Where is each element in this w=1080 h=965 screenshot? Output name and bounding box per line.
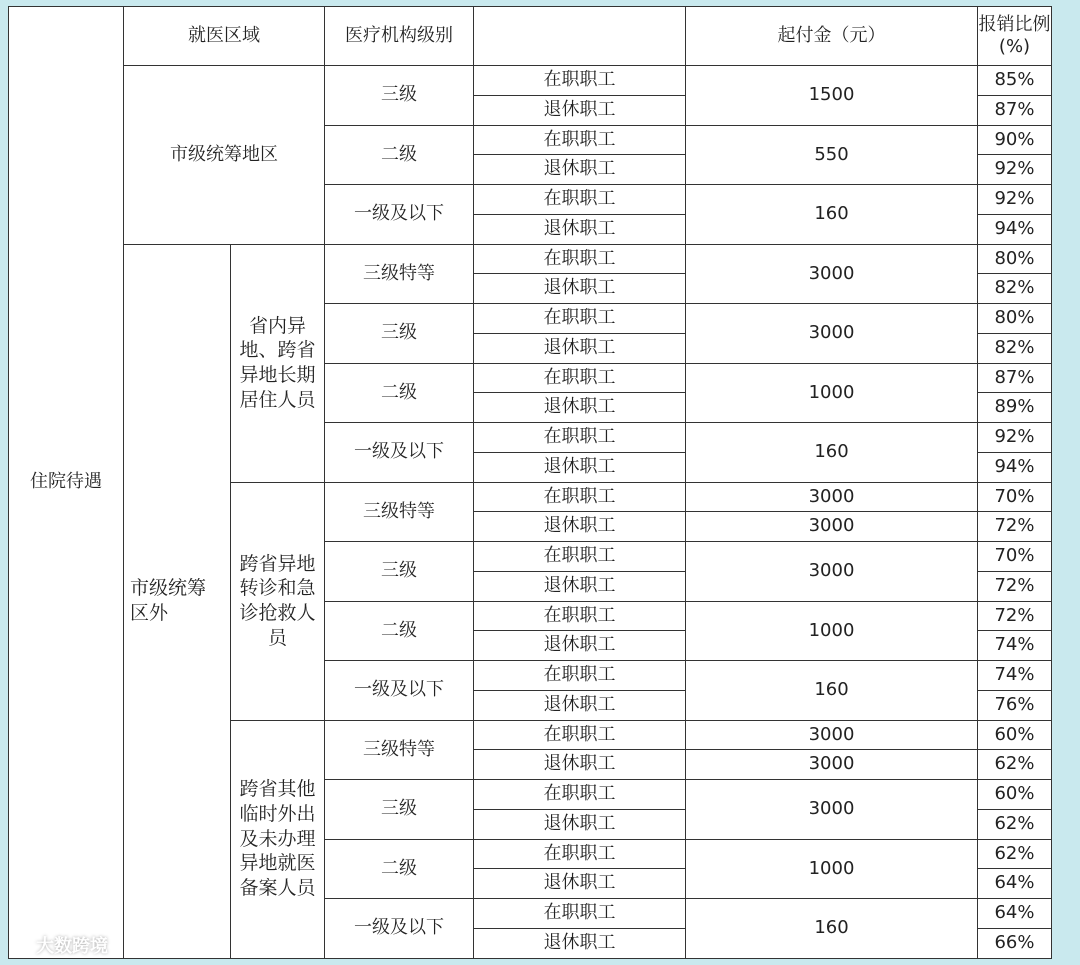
- ratio-cell: 70%: [978, 542, 1052, 572]
- deductible-cell: 3000: [686, 244, 978, 304]
- level-cell: 一级及以下: [325, 661, 474, 721]
- staff-cell: 退休职工: [474, 95, 686, 125]
- header-level: 医疗机构级别: [325, 7, 474, 66]
- staff-cell: 在职职工: [474, 363, 686, 393]
- chat-bubble-icon: [10, 936, 32, 954]
- ratio-cell: 82%: [978, 274, 1052, 304]
- deductible-cell: 550: [686, 125, 978, 185]
- group-outside: 市级统筹区外: [124, 244, 231, 958]
- level-cell: 二级: [325, 363, 474, 423]
- deductible-cell: 3000: [686, 512, 978, 542]
- staff-cell: 退休职工: [474, 809, 686, 839]
- ratio-cell: 87%: [978, 363, 1052, 393]
- staff-cell: 在职职工: [474, 66, 686, 96]
- ratio-cell: 60%: [978, 720, 1052, 750]
- watermark-text: 大数跨境: [36, 936, 108, 957]
- staff-cell: 在职职工: [474, 601, 686, 631]
- staff-cell: 在职职工: [474, 542, 686, 572]
- deductible-cell: 3000: [686, 542, 978, 602]
- header-blank: [474, 7, 686, 66]
- deductible-cell: 1000: [686, 601, 978, 661]
- deductible-cell: 160: [686, 899, 978, 959]
- deductible-cell: 3000: [686, 304, 978, 364]
- staff-cell: 在职职工: [474, 839, 686, 869]
- table-row: [9, 66, 1052, 96]
- table-wrapper: [8, 6, 1052, 959]
- ratio-cell: 87%: [978, 95, 1052, 125]
- ratio-cell: 92%: [978, 155, 1052, 185]
- staff-cell: 退休职工: [474, 512, 686, 542]
- ratio-cell: 92%: [978, 185, 1052, 215]
- level-cell: 二级: [325, 839, 474, 899]
- ratio-cell: 70%: [978, 482, 1052, 512]
- level-cell: 一级及以下: [325, 423, 474, 483]
- staff-cell: 退休职工: [474, 750, 686, 780]
- subgroup-a: 省内异地、跨省异地长期居住人员: [231, 244, 325, 482]
- staff-cell: 在职职工: [474, 720, 686, 750]
- table-row: [9, 244, 1052, 274]
- level-cell: 三级: [325, 66, 474, 126]
- deductible-cell: 3000: [686, 780, 978, 840]
- staff-cell: 在职职工: [474, 482, 686, 512]
- deductible-cell: 1500: [686, 66, 978, 126]
- ratio-cell: 82%: [978, 333, 1052, 363]
- staff-cell: 退休职工: [474, 869, 686, 899]
- staff-cell: 在职职工: [474, 125, 686, 155]
- staff-cell: 在职职工: [474, 185, 686, 215]
- header-ratio: 报销比例 (%): [978, 7, 1052, 66]
- level-cell: 三级特等: [325, 482, 474, 542]
- ratio-cell: 94%: [978, 452, 1052, 482]
- ratio-cell: 76%: [978, 690, 1052, 720]
- header-region: 就医区域: [124, 7, 325, 66]
- ratio-cell: 62%: [978, 750, 1052, 780]
- ratio-cell: 80%: [978, 244, 1052, 274]
- level-cell: 三级: [325, 542, 474, 602]
- category-cell: 住院待遇: [9, 7, 124, 959]
- ratio-cell: 72%: [978, 571, 1052, 601]
- ratio-cell: 94%: [978, 214, 1052, 244]
- staff-cell: 在职职工: [474, 899, 686, 929]
- ratio-cell: 72%: [978, 601, 1052, 631]
- ratio-cell: 90%: [978, 125, 1052, 155]
- subgroup-c: 跨省其他临时外出及未办理异地就医备案人员: [231, 720, 325, 958]
- deductible-cell: 160: [686, 661, 978, 721]
- staff-cell: 退休职工: [474, 155, 686, 185]
- staff-cell: 退休职工: [474, 333, 686, 363]
- ratio-cell: 62%: [978, 809, 1052, 839]
- level-cell: 三级特等: [325, 720, 474, 780]
- staff-cell: 在职职工: [474, 780, 686, 810]
- ratio-cell: 72%: [978, 512, 1052, 542]
- staff-cell: 退休职工: [474, 631, 686, 661]
- level-cell: 二级: [325, 125, 474, 185]
- deductible-cell: 160: [686, 185, 978, 245]
- staff-cell: 退休职工: [474, 452, 686, 482]
- ratio-cell: 60%: [978, 780, 1052, 810]
- deductible-cell: 1000: [686, 363, 978, 423]
- staff-cell: 退休职工: [474, 393, 686, 423]
- level-cell: 二级: [325, 601, 474, 661]
- staff-cell: 退休职工: [474, 274, 686, 304]
- staff-cell: 在职职工: [474, 661, 686, 691]
- level-cell: 三级: [325, 304, 474, 364]
- deductible-cell: 3000: [686, 720, 978, 750]
- staff-cell: 在职职工: [474, 244, 686, 274]
- ratio-cell: 74%: [978, 661, 1052, 691]
- staff-cell: 在职职工: [474, 304, 686, 334]
- ratio-cell: 80%: [978, 304, 1052, 334]
- level-cell: 一级及以下: [325, 185, 474, 245]
- header-deductible: 起付金（元）: [686, 7, 978, 66]
- subgroup-b: 跨省异地转诊和急诊抢救人员: [231, 482, 325, 720]
- level-cell: 三级特等: [325, 244, 474, 304]
- header-row: [9, 7, 1052, 66]
- staff-cell: 退休职工: [474, 690, 686, 720]
- ratio-cell: 64%: [978, 899, 1052, 929]
- ratio-cell: 89%: [978, 393, 1052, 423]
- ratio-cell: 66%: [978, 928, 1052, 958]
- ratio-cell: 62%: [978, 839, 1052, 869]
- watermark: [10, 932, 108, 958]
- staff-cell: 在职职工: [474, 423, 686, 453]
- level-cell: 三级: [325, 780, 474, 840]
- ratio-cell: 74%: [978, 631, 1052, 661]
- ratio-cell: 64%: [978, 869, 1052, 899]
- ratio-cell: 92%: [978, 423, 1052, 453]
- deductible-cell: 3000: [686, 482, 978, 512]
- ratio-cell: 85%: [978, 66, 1052, 96]
- level-cell: 一级及以下: [325, 899, 474, 959]
- group-city: 市级统筹地区: [124, 66, 325, 245]
- staff-cell: 退休职工: [474, 571, 686, 601]
- reimbursement-table: [8, 6, 1052, 959]
- deductible-cell: 3000: [686, 750, 978, 780]
- deductible-cell: 160: [686, 423, 978, 483]
- staff-cell: 退休职工: [474, 928, 686, 958]
- deductible-cell: 1000: [686, 839, 978, 899]
- staff-cell: 退休职工: [474, 214, 686, 244]
